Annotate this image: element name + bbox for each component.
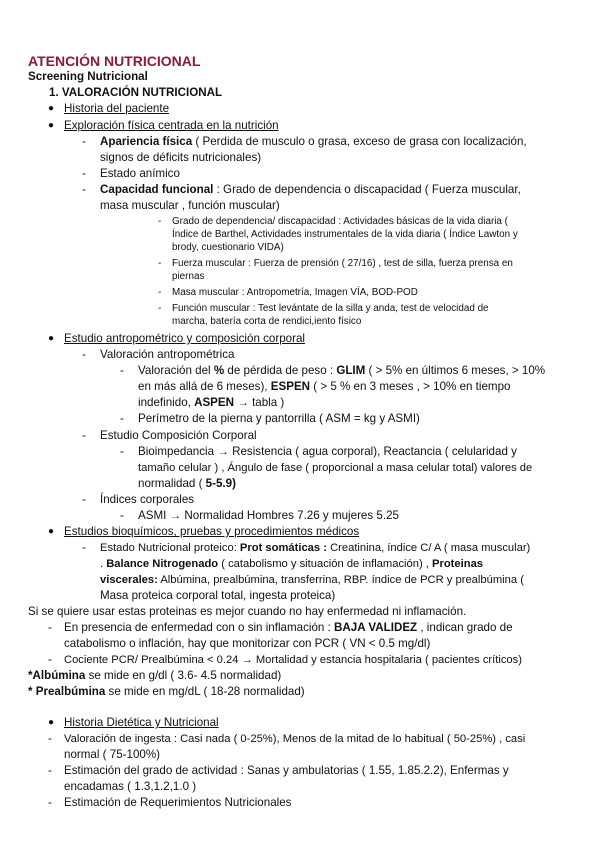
bullet-icon: ● xyxy=(48,120,55,131)
viscerales-label: viscerales: xyxy=(100,574,158,586)
doc-title: ATENCIÓN NUTRICIONAL xyxy=(28,53,201,69)
asmi-normalidad: ASMI → Normalidad Hombres 7.26 y mujeres 5.25 xyxy=(138,509,399,522)
dash-icon: - xyxy=(120,446,124,458)
capacidad-label: Capacidad funcional xyxy=(100,183,214,196)
perdida-peso-line-3: indefinido, ASPEN → tabla ) xyxy=(138,396,285,409)
item-historia-dietetica: Historia Dietética y Nutricional xyxy=(64,716,219,729)
prealbumina-note: * Prealbúmina se mide en mg/dL ( 18-28 normalidad) xyxy=(28,685,305,698)
dash-icon: - xyxy=(48,797,52,809)
funcion-line-2: marcha, batería corta de rendici,iento físico xyxy=(172,316,362,327)
estado-animico: Estado anímico xyxy=(100,167,180,180)
capacidad-line-2: masa muscular , función muscular) xyxy=(100,199,280,212)
masa-muscular: Masa muscular : Antropometría, Imagen VÍA, BOD-POD xyxy=(172,287,418,298)
dash-icon: - xyxy=(158,303,162,314)
capacidad-line-1 xyxy=(100,183,521,197)
cociente-pcr: Cociente PCR/ Prealbúmina < 0.24 → Mortalidad y estancia hospitalaria ( pacientes críticos) xyxy=(64,654,522,666)
valoracion-ingesta-line-2: normal ( 75-100%) xyxy=(64,748,161,761)
perimetro-pierna: Perímetro de la pierna y pantorrilla ( ASM = kg y ASMI) xyxy=(138,412,420,425)
requerimientos: Estimación de Requerimientos Nutricionales xyxy=(64,796,292,809)
item-estudio-antropometrico: Estudio antropométrico y composición corporal xyxy=(64,332,306,345)
espen-label: ESPEN xyxy=(270,380,311,393)
proteinas-label: Proteinas xyxy=(432,558,484,570)
bioimpedancia-line-1: Bioimpedancia → Resistencia ( agua corporal), Reactancia ( celularidad y xyxy=(138,445,517,458)
apariencia-desc: ( Perdida de musculo o grasa, exceso de grasa con localización, xyxy=(192,135,527,148)
dash-icon: - xyxy=(48,765,52,777)
perdida-peso-line-2: en más allá de 6 meses), ESPEN ( > 5 % en 3 meses , > 10% en tiempo xyxy=(138,380,511,393)
dash-icon: - xyxy=(82,542,86,554)
dash-icon: - xyxy=(82,184,86,196)
dash-icon: - xyxy=(82,494,86,506)
presencia-line-2: catabolismo o inflación, hay que monitorizar con PCR ( VN < 0.5 mg/dl) xyxy=(64,637,431,650)
dash-icon: - xyxy=(120,510,124,522)
dash-icon: - xyxy=(48,654,52,666)
dash-icon: - xyxy=(120,365,124,377)
fuerza-line-1: Fuerza muscular : Fuerza de prensión ( 27/16) , test de silla, fuerza prensa en xyxy=(172,258,513,269)
grado-actividad-line-1: Estimación del grado de actividad : Sanas y ambulatorias ( 1.55, 1.85.2.2), Enfermas y xyxy=(64,764,509,777)
dash-icon: - xyxy=(82,136,86,148)
item-exploracion-fisica: Exploración física centrada en la nutrición xyxy=(64,119,279,132)
bioimpedancia-line-3: normalidad ( 5-5.9) xyxy=(138,477,236,490)
bullet-icon: ● xyxy=(48,103,55,114)
item-historia-paciente: Historia del paciente xyxy=(64,102,170,115)
valoracion-ingesta-line-1: Valoración de ingesta : Casi nada ( 0-25%), Menos de la mitad de lo habitual ( 50-25%) , casi xyxy=(64,733,526,745)
albumina-note: *Albúmina se mide en g/dl ( 3.6- 4.5 normalidad) xyxy=(28,669,282,682)
perdida-peso-line-1: Valoración del % de pérdida de peso : GLIM ( > 5% en últimos 6 meses, > 10% xyxy=(138,364,546,377)
indices-corporales: Índices corporales xyxy=(100,493,195,506)
dash-icon: - xyxy=(48,733,52,745)
dash-icon: - xyxy=(82,349,86,361)
aspen-label: ASPEN xyxy=(194,396,235,409)
screening-heading: Screening Nutricional xyxy=(28,70,148,83)
estado-proteico-line-3: viscerales: Albúmina, prealbúmina, transferrina, RBP. índice de PCR y prealbúmina ( xyxy=(100,574,524,586)
estado-proteico-line-2: . Balance Nitrogenado ( catabolismo y situación de inflamación) , Proteinas xyxy=(100,558,484,570)
dash-icon: - xyxy=(48,622,52,634)
prealbumina-label: * Prealbúmina xyxy=(28,685,106,698)
balance-nitrogenado-label: Balance Nitrogenado xyxy=(106,558,219,570)
estudio-composicion: Estudio Composición Corporal xyxy=(100,429,257,442)
fuerza-line-2: piernas xyxy=(172,271,205,282)
estado-proteico-line-1: Estado Nutricional proteico: Prot somáticas : Creatinina, índice C/ A ( masa muscular) xyxy=(100,542,531,554)
apariencia-label: Apariencia física xyxy=(100,135,193,148)
valoracion-antropometrica: Valoración antropométrica xyxy=(100,348,235,361)
apariencia-line-2: signos de déficits nutricionales) xyxy=(100,151,262,164)
prot-somaticas-label: Prot somáticas : xyxy=(239,542,327,554)
bullet-icon: ● xyxy=(48,526,55,537)
funcion-line-1: Función muscular : Test levántate de la silla y anda, test de velocidad de xyxy=(172,303,489,314)
section-heading-valoracion: 1. VALORACIÓN NUTRICIONAL xyxy=(49,86,223,99)
dash-icon: - xyxy=(158,287,162,298)
capacidad-desc: : Grado de dependencia o discapacidad ( Fuerza muscular, xyxy=(213,183,521,196)
grado-line-2: Índice de Barthel, Actividades instrumentales de la vida diaria ( Índice Lawton y xyxy=(172,229,518,240)
dash-icon: - xyxy=(82,430,86,442)
proteinas-note: Si se quiere usar estas proteinas es mejor cuando no hay enfermedad ni inflamación. xyxy=(28,605,467,618)
albumina-label: *Albúmina xyxy=(28,669,86,682)
dash-icon: - xyxy=(158,258,162,269)
baja-validez-label: BAJA VALIDEZ xyxy=(334,621,418,634)
bullet-icon: ● xyxy=(48,333,55,344)
apariencia-line-1 xyxy=(100,135,527,149)
grado-actividad-line-2: encadamas ( 1.3,1.2,1.0 ) xyxy=(64,780,197,793)
dash-icon: - xyxy=(158,216,162,227)
bioimpedancia-line-2: tamaño celular ) , Ángulo de fase ( proporcional a masa celular total) valores de xyxy=(138,462,533,474)
dash-icon: - xyxy=(120,413,124,425)
grado-line-1: Grado de dependencia/ discapacidad : Actividades básicas de la vida diaria ( xyxy=(172,216,508,227)
item-estudios-bioquimicos: Estudios bioquímicos, pruebas y procedimientos médicos xyxy=(64,525,360,538)
estado-proteico-line-4: Masa proteica corporal total, ingesta proteica) xyxy=(100,589,336,602)
dash-icon: - xyxy=(82,168,86,180)
presencia-line-1: En presencia de enfermedad con o sin inflamación : BAJA VALIDEZ , indican grado de xyxy=(64,621,513,634)
grado-line-3: brody, cuestionario VIDA) xyxy=(172,242,284,253)
glim-label: GLIM xyxy=(336,364,366,377)
bullet-icon: ● xyxy=(48,717,55,728)
